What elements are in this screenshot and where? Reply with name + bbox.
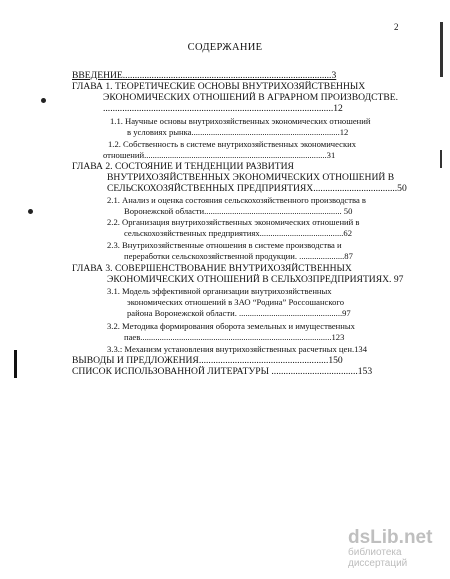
toc-section-2-1-line-1: 2.1. Анализ и оценка состояния сельскохозяйственного производства в (107, 195, 366, 205)
toc-section-2-1-line-2: Воронежской области................................................................ 50 (124, 206, 353, 216)
toc-chapter-3-line-1: ГЛАВА 3. СОВЕРШЕНСТВОВАНИЕ ВНУТРИХОЗЯЙСТВЕННЫХ (72, 263, 352, 274)
scan-edge-right-2 (440, 150, 442, 168)
toc-chapter-1-line-1: ГЛАВА 1. ТЕОРЕТИЧЕСКИЕ ОСНОВЫ ВНУТРИХОЗЯЙСТВЕННЫХ (72, 81, 366, 92)
toc-references: СПИСОК ИСПОЛЬЗОВАННОЙ ЛИТЕРАТУРЫ ....................................153 (72, 366, 373, 377)
toc-section-3-2-line-1: 3.2. Методика формирования оборота земельных и имущественных (107, 321, 355, 331)
toc-section-2-2-line-1: 2.2. Организация внутрихозяйственных экономических отношений в (107, 217, 360, 227)
toc-section-1-2-line-2: отношений.....................................................................................31 (103, 150, 336, 160)
toc-section-1-1-line-1: 1.1. Научные основы внутрихозяйственных экономических отношений (110, 116, 371, 126)
page-number: 2 (394, 22, 399, 32)
toc-chapter-2-line-2: ВНУТРИХОЗЯЙСТВЕННЫХ ЭКОНОМИЧЕСКИХ ОТНОШЕНИЙ В (107, 172, 395, 183)
toc-intro: ВВЕДЕНИЕ.......................................................................................3 (72, 70, 337, 81)
toc-chapter-3-line-2: ЭКОНОМИЧЕСКИХ ОТНОШЕНИЙ В СЕЛЬХОЗПРЕДПРИЯТИЯХ. 97 (107, 274, 404, 285)
toc-chapter-2-line-3: СЕЛЬСКОХОЗЯЙСТВЕННЫХ ПРЕДПРИЯТИЯХ...................................50 (107, 183, 407, 194)
toc-section-2-3-line-1: 2.3. Внутрихозяйственные отношения в системе производства и (107, 240, 342, 250)
page-title: СОДЕРЖАНИЕ (187, 42, 263, 53)
toc-section-1-2-line-1: 1.2. Собственность в системе внутрихозяйственных экономических (108, 139, 357, 149)
scan-dot-2 (28, 209, 33, 214)
toc-chapter-1-line-2: ЭКОНОМИЧЕСКИХ ОТНОШЕНИЙ В АГРАРНОМ ПРОИЗВОДСТВЕ. (103, 92, 399, 103)
toc-section-3-2-line-2: паев.........................................................................................123 (124, 332, 345, 342)
watermark-subtitle: библиотека диссертаций (348, 547, 408, 569)
toc-section-3-3: 3.3.: Механизм установления внутрихозяйственных расчетных цен.134 (107, 344, 367, 354)
watermark (348, 527, 450, 569)
toc-conclusions: ВЫВОДЫ И ПРЕДЛОЖЕНИЯ......................................................150 (72, 355, 343, 366)
toc-section-3-1-line-2: экономических отношений в ЗАО “Родина” Россошанского (127, 297, 344, 307)
toc-chapter-1-line-3: ................................................................................................12 (103, 103, 343, 114)
toc-section-3-1-line-1: 3.1. Модель эффективной организации внутрихозяйственных (107, 286, 332, 296)
watermark-logo: dsLib.net (348, 527, 433, 548)
toc-section-1-1-line-2: в условиях рынка.....................................................................12 (127, 127, 349, 137)
scan-bar-left (14, 350, 17, 378)
toc-section-2-2-line-2: сельскохозяйственных предприятиях.......................................62 (124, 228, 353, 238)
toc-section-3-1-line-3: района Воронежской области. ................................................97 (127, 308, 351, 318)
toc-section-2-3-line-2: переработки сельскохозяйственной продукции. .....................87 (124, 251, 353, 261)
scan-edge-right-1 (440, 22, 443, 77)
scan-dot-1 (41, 98, 46, 103)
toc-chapter-2-line-1: ГЛАВА 2. СОСТОЯНИЕ И ТЕНДЕНЦИИ РАЗВИТИЯ (72, 161, 294, 172)
